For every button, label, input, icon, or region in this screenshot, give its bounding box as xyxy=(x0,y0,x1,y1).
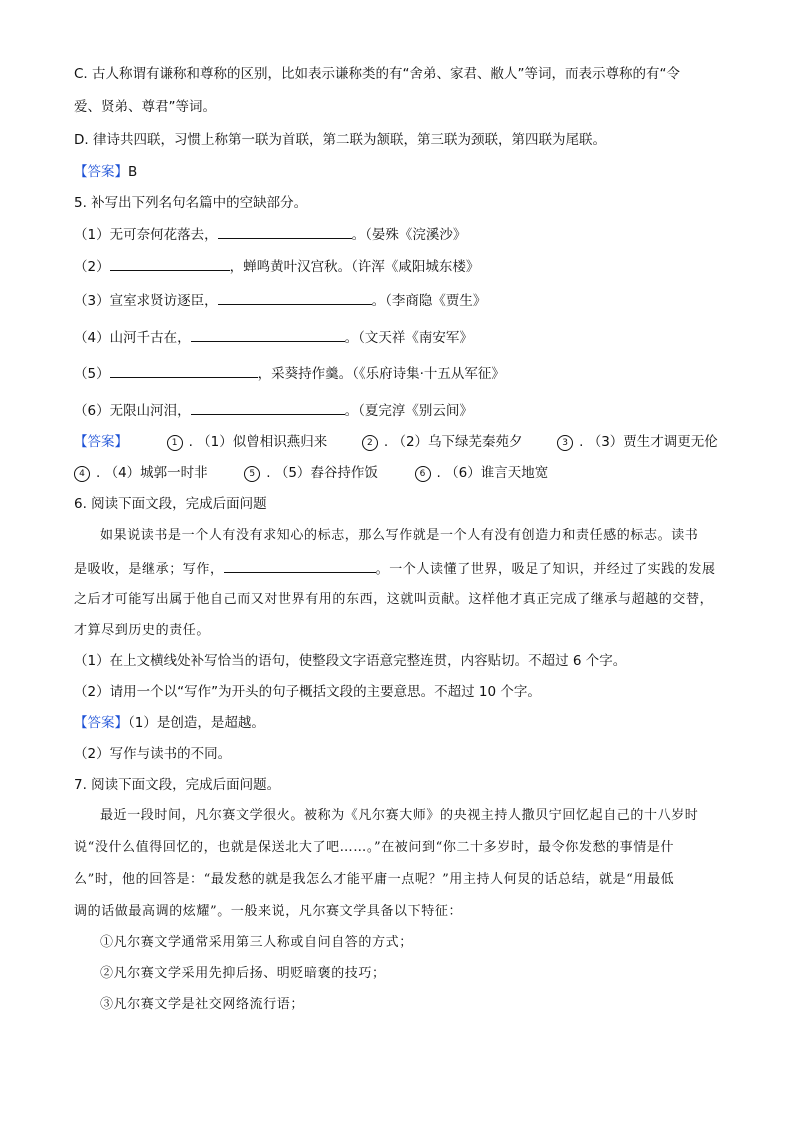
answer-q4 xyxy=(74,162,137,182)
item-text: （5） xyxy=(74,366,110,382)
option-d: D. 律诗共四联，习惯上称第一联为首联，第二联为颔联，第三联为颈联，第四联为尾联。 xyxy=(74,132,606,148)
answer-q5 xyxy=(74,432,718,452)
fill-blank[interactable] xyxy=(224,558,376,573)
circled-number: 3 xyxy=(557,435,573,451)
circled-number: 2 xyxy=(362,435,378,451)
answer-q6-2: （2）写作与读书的不同。 xyxy=(74,746,232,762)
q7-passage-2: 说“没什么值得回忆的，也就是保送北大了吧……。”在被问到“你二十多岁时，最令你发愁的事情是什 xyxy=(74,840,675,855)
q7-stem: 7. 阅读下面文段，完成后面问题。 xyxy=(74,777,281,793)
q5-stem: 5. 补写出下列名句名篇中的空缺部分。 xyxy=(74,195,308,211)
q7-passage-4: 调的话做最高调的炫耀”。一般来说，凡尔赛文学具备以下特征： xyxy=(74,904,463,919)
answer-item: . （6）谁言天地宽 xyxy=(436,465,549,481)
answer-item: . （5）舂谷持作饭 xyxy=(266,465,378,481)
q6-sub-question-1: （1）在上文横线处补写恰当的语句，使整段文字语意完整连贯，内容贴切。不超过 6 个字。 xyxy=(74,653,627,669)
q5-item-5 xyxy=(74,363,505,384)
item-source: 。（夏完淳《别云间》 xyxy=(344,403,473,419)
circled-number: 4 xyxy=(74,466,90,482)
q7-feature-1: ①凡尔赛文学通常采用第三人称或自问自答的方式； xyxy=(100,935,413,950)
answer-tag: 【答案】 xyxy=(74,434,128,450)
fill-blank[interactable] xyxy=(110,256,230,271)
q7-passage-1: 最近一段时间，凡尔赛文学很火。被称为《凡尔赛大师》的央视主持人撒贝宁回忆起自己的十八岁时 xyxy=(100,808,699,823)
fill-blank[interactable] xyxy=(218,290,372,305)
q7-passage-3: 么”时，他的回答是：“最发愁的就是我怎么才能平庸一点呢？”用主持人何炅的话总结，就是“用最低 xyxy=(74,872,675,887)
fill-blank[interactable] xyxy=(110,363,258,378)
answer-tag: 【答案】 xyxy=(74,715,128,731)
option-c-line-1: C. 古人称谓有谦称和尊称的区别，比如表示谦称类的有“舍弟、家君、敝人”等词，而表示尊称的有“令 xyxy=(74,66,680,82)
q6-passage-4: 才算尽到历史的责任。 xyxy=(74,623,211,638)
item-text: （6）无限山河泪， xyxy=(74,403,191,419)
fill-blank[interactable] xyxy=(191,400,345,415)
fill-blank[interactable] xyxy=(191,327,345,342)
q7-feature-3: ③凡尔赛文学是社交网络流行语； xyxy=(100,997,305,1012)
answer-item: . （2）乌下绿芜秦苑夕 xyxy=(383,434,523,450)
answer-value: （1）是创造，是超越。 xyxy=(128,715,265,731)
item-source: ，蝉鸣黄叶汉宫秋。（许浑《咸阳城东楼》 xyxy=(229,259,480,275)
answer-item: . （4）城郭一时非 xyxy=(96,465,208,481)
q6-stem: 6. 阅读下面文段，完成后面问题 xyxy=(74,496,267,512)
item-source: ，采葵持作羹。（《乐府诗集·十五从军征》 xyxy=(257,366,505,382)
q5-item-4 xyxy=(74,327,473,348)
q5-item-1 xyxy=(74,224,466,245)
item-source: 。（文天祥《南安军》 xyxy=(344,330,473,346)
passage-text: 。一个人读懂了世界，吸足了知识，并经过了实践的发展 xyxy=(375,562,716,577)
item-source: 。（晏殊《浣溪沙》 xyxy=(351,227,467,243)
q5-item-3 xyxy=(74,290,486,311)
q7-feature-2: ②凡尔赛文学采用先抑后扬、明贬暗褒的技巧； xyxy=(100,966,386,981)
answer-q5-row2 xyxy=(74,463,548,483)
circled-number: 5 xyxy=(244,466,260,482)
answer-value: B xyxy=(128,164,138,180)
item-text: （2） xyxy=(74,259,110,275)
answer-tag: 【答案】 xyxy=(74,164,128,180)
answer-q6 xyxy=(74,713,265,733)
circled-number: 6 xyxy=(415,466,431,482)
item-text: （4）山河千古在， xyxy=(74,330,191,346)
q6-sub-question-2: （2）请用一个以“写作”为开头的句子概括文段的主要意思。不超过 10 个字。 xyxy=(74,684,541,700)
answer-item: . （1）似曾相识燕归来 xyxy=(188,434,328,450)
q6-passage-3: 之后才可能写出属于他自己而又对世界有用的东西，这就叫贡献。这样他才真正完成了继承与超越的交替， xyxy=(74,592,714,607)
item-source: 。（李商隐《贾生》 xyxy=(371,293,487,309)
q6-passage-2 xyxy=(74,558,716,580)
item-text: （3）宣室求贤访逐臣， xyxy=(74,293,218,309)
q6-passage-1: 如果说读书是一个人有没有求知心的标志，那么写作就是一个人有没有创造力和责任感的标志。读书 xyxy=(100,528,699,543)
item-text: （1）无可奈何花落去， xyxy=(74,227,218,243)
circled-number: 1 xyxy=(167,435,183,451)
fill-blank[interactable] xyxy=(218,224,352,239)
q5-item-2 xyxy=(74,256,479,277)
passage-text: 是吸收，是继承；写作， xyxy=(74,562,224,577)
option-c-line-2: 爱、贤弟、尊君”等词。 xyxy=(74,99,216,115)
answer-item: . （3）贾生才调更无伦 xyxy=(579,434,718,450)
q5-item-6 xyxy=(74,400,473,421)
